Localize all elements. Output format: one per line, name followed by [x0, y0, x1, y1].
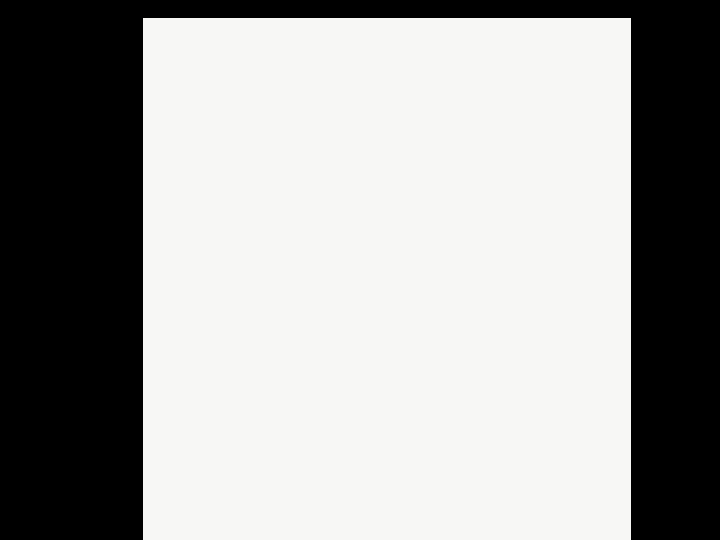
time-log-sheet [143, 18, 631, 540]
time-log-grid [143, 18, 631, 540]
